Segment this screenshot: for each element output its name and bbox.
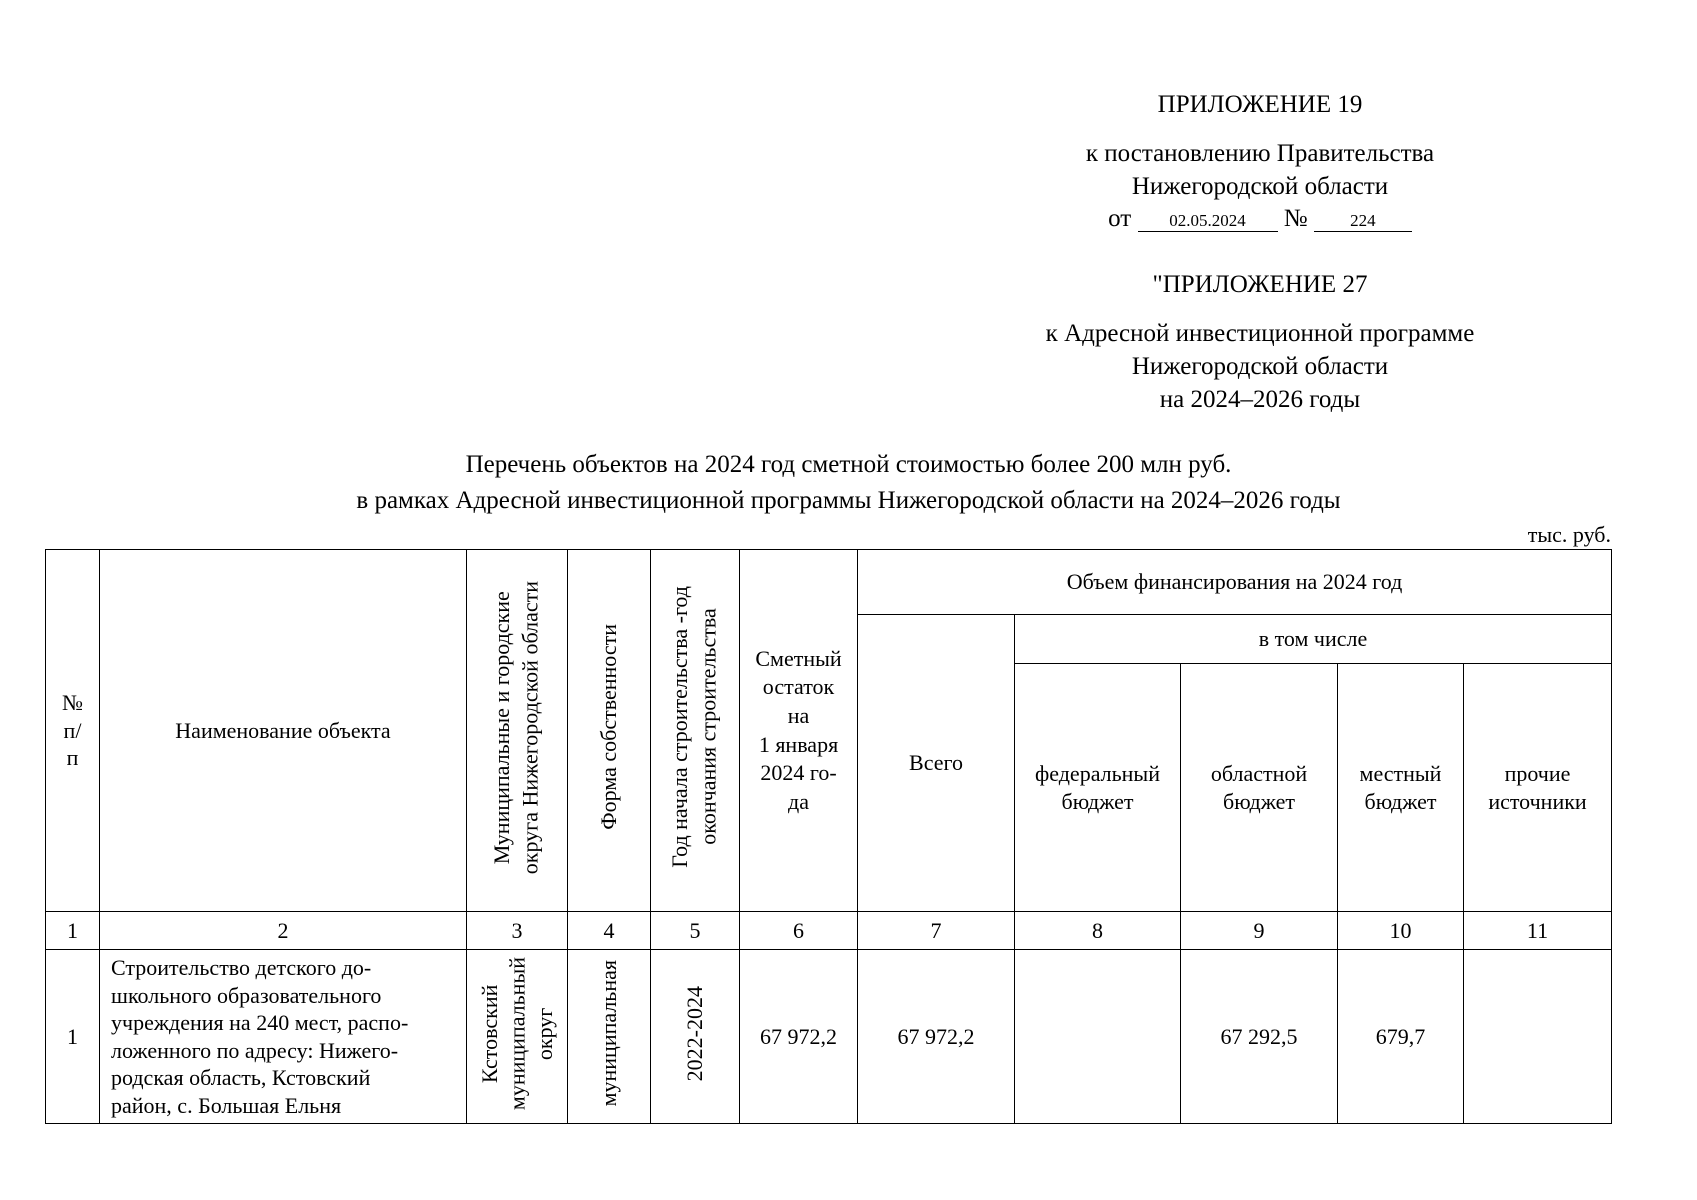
header-num: № п/ п [46,550,100,912]
row-balance: 67 972,2 [740,950,858,1124]
header-years: Год начала строительства -год окончания строительства [651,550,740,912]
number-value: 224 [1314,212,1412,232]
doc-title-line-1: Перечень объектов на 2024 год сметной стоимостью более 200 млн руб. [465,451,1232,478]
header-name: Наименование объекта [100,550,467,912]
resolution-line-1: к постановлению Правительства [1085,140,1435,167]
program-line-3: на 2024–2026 годы [1159,386,1361,413]
table-row [46,950,1612,1124]
col-number: 1 [46,912,100,950]
appendix27-title: "ПРИЛОЖЕНИЕ 27 [1152,271,1368,298]
header-ownership: Форма собственности [568,550,651,912]
number-sign: № [1283,205,1308,232]
objects-table [45,549,1612,1124]
col-number: 8 [1015,912,1181,950]
col-number: 9 [1181,912,1338,950]
col-number: 5 [651,912,740,950]
row-ownership: муниципальная [568,950,651,1124]
header-total: Всего [858,615,1015,912]
row-total: 67 972,2 [858,950,1015,1124]
date-prefix: от [1108,205,1132,232]
col-number: 10 [1338,912,1464,950]
col-number: 4 [568,912,651,950]
date-value: 02.05.2024 [1138,212,1278,232]
program-line-2: Нижегородской области [1131,353,1389,380]
header-municipality: Муниципальные и городские округа Нижегородской области [467,550,568,912]
row-federal [1015,950,1181,1124]
header-funding-group: Объем финансирования на 2024 год [858,550,1612,615]
row-years: 2022-2024 [651,950,740,1124]
row-num: 1 [46,950,100,1124]
header-other: прочие источники [1464,664,1612,912]
header-balance: Сметный остаток на 1 января 2024 го- да [740,550,858,912]
col-number: 3 [467,912,568,950]
col-number: 11 [1464,912,1612,950]
col-number: 7 [858,912,1015,950]
appendix-title: ПРИЛОЖЕНИЕ 19 [1157,91,1363,118]
row-regional: 67 292,5 [1181,950,1338,1124]
header-including: в том числе [1015,615,1612,664]
program-line-1: к Адресной инвестиционной программе [1045,320,1475,347]
row-name: Строительство детского до- школьного образовательного учреждения на 240 мест, распо- ложенного по адресу: Нижего- родская область, Кстовский район, с. Большая Ельня [100,950,467,1124]
header-regional: областной бюджет [1181,664,1338,912]
col-number: 2 [100,912,467,950]
doc-title-line-2: в рамках Адресной инвестиционной программы Нижегородской области на 2024–2026 годы [356,487,1341,514]
row-other [1464,950,1612,1124]
row-local: 679,7 [1338,950,1464,1124]
header-federal: федеральный бюджет [1015,664,1181,912]
units-label: тыс. руб. [1527,522,1611,547]
resolution-line-2: Нижегородской области [1131,173,1389,200]
date-number-line [900,205,1620,233]
col-number: 6 [740,912,858,950]
header-local: местный бюджет [1338,664,1464,912]
row-municipality: Кстовский муниципальный округ [467,950,568,1124]
